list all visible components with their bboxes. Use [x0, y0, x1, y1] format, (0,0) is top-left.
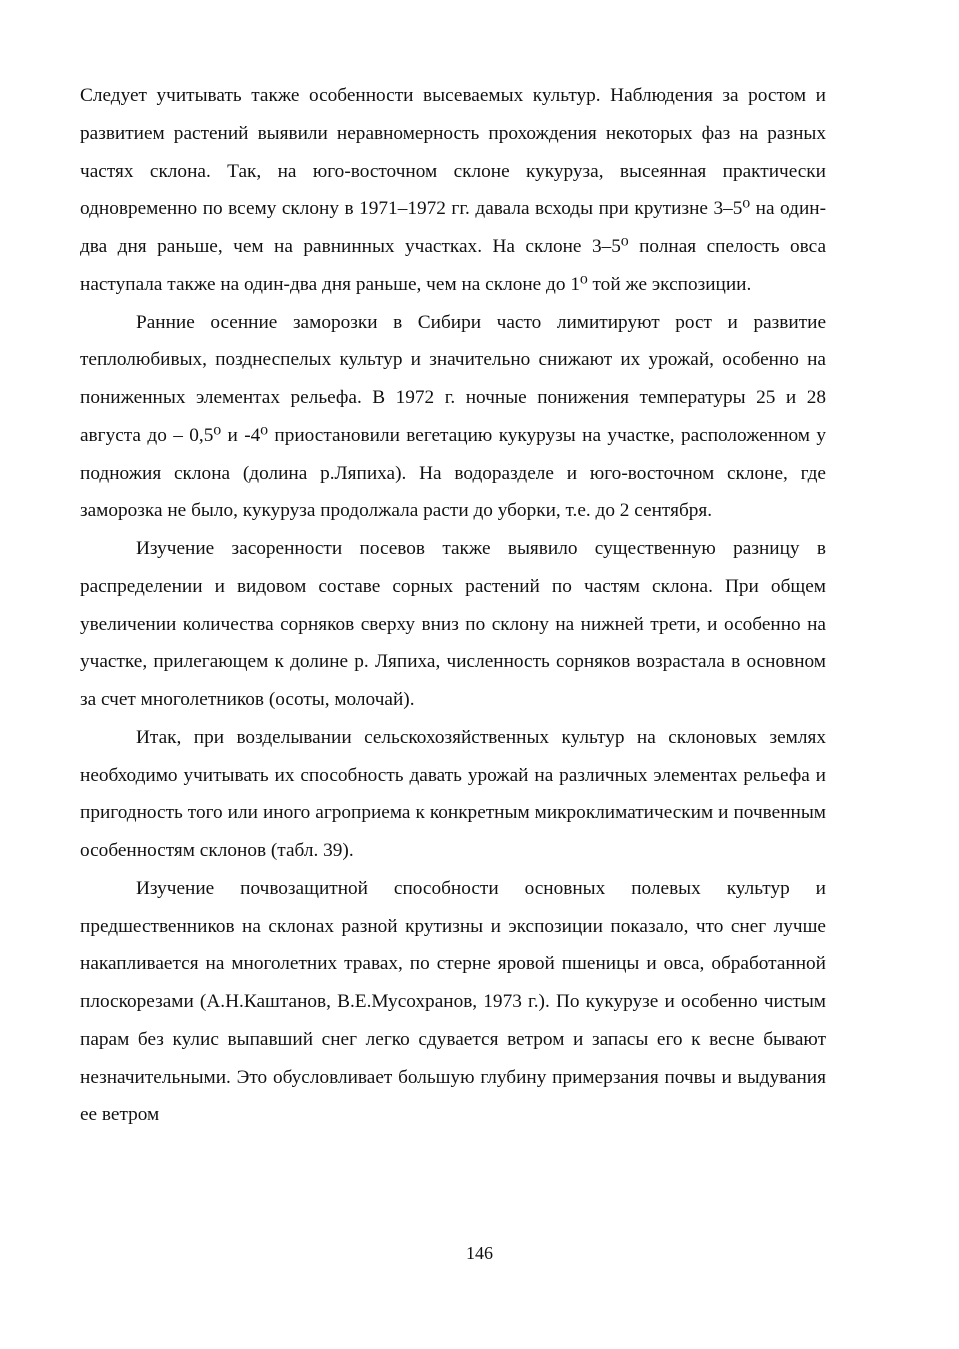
paragraph-5: Изучение почвозащитной способности основных полевых культур и предшественников на склонах разной крутизны и экспозиции показало, что снег лучше накапливается на многолетних травах, по стерне яровой пшеницы и овса, обработанной плоскорезами (А.Н.Каштанов, В.Е.Мусохранов, 1973 г.). По кукурузе и особенно чистым парам без кулис выпавший снег легко сдувается ветром и запасы его к весне бывают незначительными. Это обусловливает большую глубину примерзания почвы и выдувания ее ветром — [80, 877, 826, 1126]
paragraph-4: Итак, при возделывании сельскохозяйственных культур на склоновых землях необходимо учитывать их способность давать урожай на различных элементах рельефа и пригодность того или иного агроприема к конкретным микроклиматическим и почвенным особенностям склонов (табл. 39). — [80, 726, 826, 861]
body-text — [80, 77, 826, 1134]
page-number: 146 — [466, 1243, 493, 1263]
paragraph-1: Следует учитывать также особенности высеваемых культур. Наблюдения за ростом и развитием растений выявили неравномерность прохождения некоторых фаз на разных частях склона. Так, на юго-восточном склоне кукуруза, высеянная практически одновременно по всему склону в 1971–1972 гг. давала всходы при крутизне 3–5⁰ на один-два дня раньше, чем на равнинных участках. На склоне 3–5⁰ полная спелость овса наступала также на один-два дня раньше, чем на склоне до 1⁰ той же экспозиции. — [80, 85, 826, 295]
paragraph-2: Ранние осенние заморозки в Сибири часто лимитируют рост и развитие теплолюбивых, позднеспелых культур и значительно снижают их урожай, особенно на пониженных элементах рельефа. В 1972 г. ночные понижения температуры 25 и 28 августа до – 0,5⁰ и -4⁰ приостановили вегетацию кукурузы на участке, расположенном у подножия склона (долина р.Ляпиха). На водоразделе и юго-восточном склоне, где заморозка не было, кукуруза продолжала расти до уборки, т.е. до 2 сентября. — [80, 311, 826, 522]
paragraph-3: Изучение засоренности посевов также выявило существенную разницу в распределении и видовом составе сорных растений по частям склона. При общем увеличении количества сорняков сверху вниз по склону на нижней трети, и особенно на участке, прилегающем к долине р. Ляпиха, численность сорняков возрастала в основном за счет многолетников (осоты, молочай). — [80, 538, 826, 710]
